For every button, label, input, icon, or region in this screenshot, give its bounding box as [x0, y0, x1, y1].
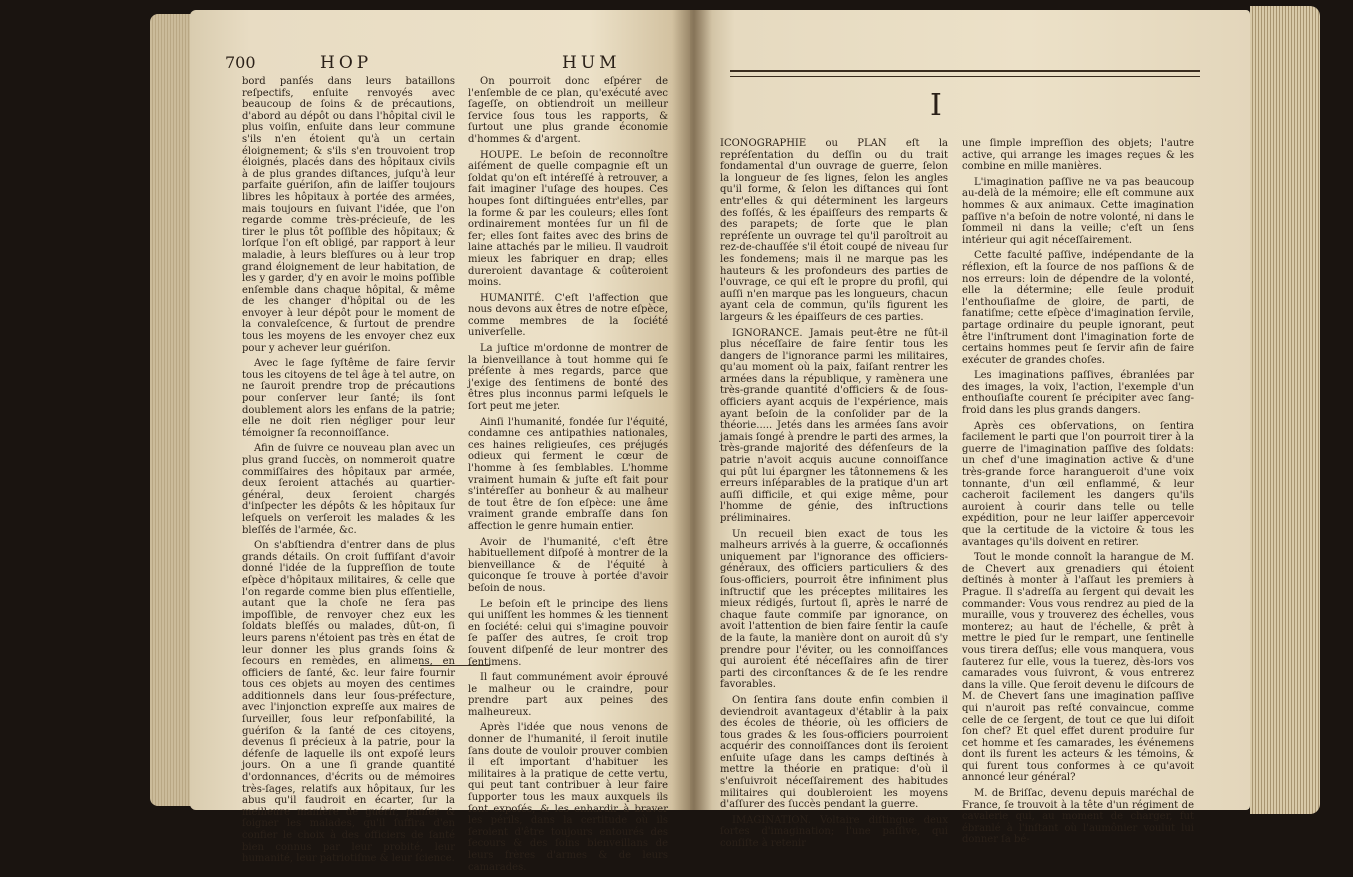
paragraph: Après ces obſervations, on ſentira facilement le parti que l'on pourroit tirer à la guerre de l'imagination paſſive des ſoldats: un chef d'une imagination active & d'une très-grande force harangueroit d'une voix tonnante, d'un œil enflammé, & leur cacheroit facilement les dangers qu'ils auroient à courir dans telle ou telle expédition, pour ne leur laiſſer appercevoir que la certitude de la victoire & tous les avantages qu'ils doivent en retirer.	[962, 420, 1194, 548]
paragraph: IMAGINATION. Voltaire diſtingue deux ſortes d'imagination; l'une paſſive, qui conſiſte à retenir	[720, 814, 948, 850]
page-number: 700	[225, 53, 256, 72]
paragraph: HOUPE. Le beſoin de reconnoître aiſément de quelle compagnie eſt un ſoldat qu'on eſt intéreſſé à retrouver, a fait imaginer l'uſage des houpes. Ces houpes ſont diſtinguées entr'elles, par la forme & par les couleurs; elles ſont ordinairement montées ſur un fil de fer; elles ſont faites avec des brins de laine attachés par le milieu. Il vaudroit mieux les fabriquer en drap; elles dureroient davantage & coûteroient moins.	[468, 149, 668, 289]
paragraph: Il faut communément avoir éprouvé le malheur ou le craindre, pour prendre part aux peines des malheureux.	[468, 672, 668, 718]
paragraph: ICONOGRAPHIE ou PLAN eſt la repréſentation du deſſin ou du trait fondamental d'un ouvrage de guerre, ſelon la longueur de ſes lignes, ſelon les angles qu'il forme, & ſelon les diſtances qui ſont entr'elles & qui déterminent les largeurs des foſſés, & les épaiſſeurs des remparts & des parapets; de ſorte que le plan repréſente un ouvrage tel qu'il paroîtroit au rez-de-chauſſée s'il étoit coupé de niveau ſur les fondemens; mais il ne marque pas les hauteurs & les profondeurs des parties de l'ouvrage, ce qui eſt le propre du profil, qui auſſi n'en marque pas les longueurs, chacun ayant cela de commun, qu'ils figurent les largeurs & les épaiſſeurs de ces parties.	[720, 138, 948, 323]
paragraph: L'imagination paſſive ne va pas beaucoup au-delà de la mémoire; elle eſt commune aux hommes & aux animaux. Cette imagination paſſive n'a beſoin de notre volonté, ni dans le ſommeil ni dans la veille; c'eſt un ſens intérieur qui agit néceſſairement.	[962, 176, 1194, 246]
running-head-right: HUM	[562, 53, 621, 73]
left-column-2	[468, 76, 668, 877]
paragraph: On ſentira ſans doute enfin combien il deviendroit avantageux d'établir à la paix des écoles de théorie, où les officiers de tous grades & les ſous-officiers pourroient acquérir des connoiſſances dont ils ſeroient enſuite uſage dans les camps deſtinés à mettre la théorie en pratique: d'où il s'enſuivroit néceſſairement des habitudes militaires qui doubleroient les moyens d'aſſurer des ſuccès pendant la guerre.	[720, 694, 948, 811]
paragraph: Cette faculté paſſive, indépendante de la réflexion, eſt la ſource de nos paſſions & de nos erreurs: loin de dépendre de la volonté, elle la détermine; elle ſeule produit l'enthouſiaſme de gloire, de parti, de fanatiſme; cette eſpèce d'imagination ſervile, partage ordinaire du peuple ignorant, peut être l'inſtrument dont l'imagination forte de certains hommes peut ſe ſervir afin de faire exécuter de grandes choſes.	[962, 250, 1194, 366]
spine-shadow	[672, 10, 712, 810]
paragraph: On s'abſtiendra d'entrer dans de plus grands détails. On croit ſuffiſant d'avoir donné l'idée de la ſuppreſſion de toute eſpèce d'hôpitaux militaires, & celle que l'on regarde comme bien plus eſſentielle, autant que la choſe ne ſera pas impoſſible, de renvoyer chez eux les ſoldats bleſſés ou malades, dût-on, ſi leurs parens n'étoient pas très en état de leur donner les plus grands ſoins & ſecours en remèdes, en alimens, en officiers de ſanté, &c. leur faire fournir tous ces objets au moyen des centimes additionnels dans leur ſous-préfecture, avec l'injonction expreſſe aux maires de ſurveiller, ſous leur reſponſabilité, la guériſon & la ſanté de ces citoyens, devenus ſi précieux à la patrie, pour la défenſe de laquelle ils ont expoſé leurs jours. On a une ſi grande quantité d'ordonnances, d'écrits ou de mémoires très-ſages, relatifs aux hôpitaux, ſur les abus qu'il faudroit en écarter, ſur la meilleure manière de guérir, panſer & ſoigner les malades, qu'il ſuffira d'en confier le choix à des officiers de ſanté bien connus par leur probité, leur humanité, leur patriotiſme & leur ſcience.	[242, 540, 455, 865]
header-rule	[730, 70, 1200, 77]
paragraph: La juſtice m'ordonne de montrer de la bienveillance à tout homme qui ſe préſente à mes regards, parce que j'exige des ſentimens de bonté des êtres plus inconnus parmi leſquels le ſort peut me jeter.	[468, 343, 668, 413]
paragraph: Tout le monde connoît la harangue de M. de Chevert aux grenadiers qui étoient deſtinés à monter à l'aſſaut les premiers à Prague. Il s'adreſſa au ſergent qui devait les commander: Vous vous rendrez au pied de la muraille, vous y trouverez des échelles, vous monterez; au haut de l'échelle, & prêt à mettre le pied ſur le rempart, une ſentinelle vous tirera deſſus; elle vous manquera, vous ſauterez ſur elle, vous la tuerez, dès-lors vos camarades vous ſuivront, & vous entrerez dans la ville. Que ſeroit devenu le diſcours de M. de Chevert ſans une imagination paſſive qui n'auroit pas reſté convaincue, comme celle de ce ſergent, de tout ce que lui diſoit ſon chef? Et quel effet durent produire ſur cet homme et ſes camarades, les événemens dont ils furent les acteurs & les témoins, & qui furent tous conformes à ce qu'avoit annoncé leur général?	[962, 552, 1194, 784]
paragraph: Avoir de l'humanité, c'eſt être habituellement diſpoſé à montrer de la bienveillance & de l'équité à quiconque ſe trouve à portée d'avoir beſoin de nous.	[468, 536, 668, 594]
paragraph: une ſimple impreſſion des objets; l'autre active, qui arrange les images reçues & les combine en mille manières.	[962, 138, 1194, 173]
left-page	[190, 10, 690, 873]
left-page-edges	[150, 14, 194, 806]
paragraph: Un recueil bien exact de tous les malheurs arrivés à la guerre, & occaſionnés uniquement par l'ignorance des officiers-généraux, des officiers particuliers & des ſous-officiers, pourroit être infiniment plus inſtructif que les préceptes militaires les mieux rédigés, ſurtout ſi, après le narré de chaque faute commiſe par ignorance, on avoit l'attention de bien faire ſentir la cauſe de la faute, la manière dont on auroit dû s'y prendre pour l'éviter, ou les connoiſſances qui auroient été néceſſaires afin de tirer parti des circonſtances & de ſe les rendre favorables.	[720, 528, 948, 691]
left-column-1	[242, 76, 455, 869]
paragraph: Avec le ſage ſyſtême de faire ſervir tous les citoyens de tel âge à tel autre, on ne ſauroit prendre trop de précautions pour conſerver leur ſanté; ils ſont doublement alors les enfans de la patrie; elle ne doit rien négliger pour leur témoigner ſa reconnoiſſance.	[242, 358, 455, 439]
paragraph: Afin de ſuivre ce nouveau plan avec un plus grand ſuccès, on nommeroit quatre commiſſaires des hôpitaux par armée, deux ſeroient attachés au quartier-général, deux ſeroient chargés d'inſpecter les dépôts & les hôpitaux ſur leſquels on verſeroit les malades & les bleſſés de l'armée, &c.	[242, 443, 455, 536]
paragraph: M. de Briſſac, devenu depuis maréchal de France, ſe trouvoit à la tête d'un régiment de cavalerie qui, au moment de charger, fut ébranlé à l'inſtant où l'aumônier voulut lui donner ſa bé-	[962, 788, 1194, 846]
right-column-2	[962, 138, 1194, 850]
section-letter: I	[930, 88, 942, 123]
right-page-edges	[1250, 6, 1320, 814]
paragraph: IGNORANCE. Jamais peut-être ne fût-il plus néceſſaire de faire ſentir tous les dangers de l'ignorance parmi les militaires, qu'au moment où la paix, faiſant rentrer les armées dans la république, y ramènera une très-grande quantité d'officiers & de ſous-officiers ayant acquis de l'expérience, mais ayant beſoin de la conſolider par de la théorie..... Jetés dans les armées ſans avoir jamais ſongé à prendre le parti des armes, la très-grande majorité des défenſeurs de la patrie n'avoit acquis aucune connoiſſance qui pût lui épargner les tâtonnemens & les erreurs inſéparables de la pratique d'un art auſſi difficile, et qui exige même, pour l'homme de génie, des inſtructions préliminaires.	[720, 327, 948, 524]
paragraph: Ainſi l'humanité, fondée ſur l'équité, condamne ces antipathies nationales, ces haines religieuſes, ces préjugés odieux qui ferment le cœur de l'homme à ſes ſemblables. L'homme vraiment humain & juſte eſt fait pour s'intéreſſer au bonheur & au malheur de tout être de ſon eſpèce: une âme vraiment grande embraſſe dans ſon affection le genre humain entier.	[468, 416, 668, 532]
paragraph: Le beſoin eſt le principe des liens qui uniſſent les hommes & les tiennent en ſociété: celui qui s'imagine pouvoir ſe paſſer des autres, ſe croit trop ſouvent diſpenſé de leur montrer des ſentimens.	[468, 598, 668, 668]
right-column-1	[720, 138, 948, 854]
end-rule	[420, 665, 490, 666]
paragraph: HUMANITÉ. C'eſt l'affection que nous devons aux êtres de notre eſpèce, comme membres de la ſociété univerſelle.	[468, 292, 668, 339]
paragraph: On pourroit donc eſpérer de l'enſemble de ce plan, qu'exécuté avec ſageſſe, on obtiendroit un meilleur ſervice ſous tous les rapports, & ſurtout une plus grande économie d'hommes & d'argent.	[468, 76, 668, 145]
running-head-left: HOP	[320, 53, 373, 73]
paragraph: Après l'idée que nous venons de donner de l'humanité, il ſeroit inutile ſans doute de vouloir prouver combien il eſt important d'habituer les militaires à la pratique de cette vertu, qui peut tant contribuer à leur faire ſupporter tous les maux auxquels ils ſont expoſés, & les enhardir à braver les périls, dans la certitude où ils ſeroient d'être toujours entourés des ſecours & des ſoins bienveillans de leurs frères d'armes & de leurs camarades.	[468, 722, 668, 873]
paragraph: Les imaginations paſſives, ébranlées par des images, la voix, l'action, l'exemple d'un enthouſiaſte courent ſe précipiter avec ſang-froid dans les plus grands dangers.	[962, 370, 1194, 417]
paragraph: bord panſés dans leurs bataillons reſpectifs, enſuite renvoyés avec beaucoup de ſoins & de précautions, d'abord au dépôt ou dans l'hôpital civil le plus voiſin, enſuite dans leur commune s'ils n'en étoient qu'à un certain éloignement; & s'ils s'en trouvoient trop éloignés, placés dans des hôpitaux civils à de plus grandes diſtances, juſqu'à leur parfaite guériſon, afin de laiſſer toujours libres les hôpitaux à portée des armées, mais toujours en ſuivant l'idée, que l'on regarde comme très-précieuſe, de les tirer le plus tôt poſſible des hôpitaux; & lorſque l'on eſt obligé, par rapport à leur maladie, à leurs bleſſures ou à leur trop grand éloignement de leur habitation, de les y garder, d'y en avoir le moins poſſible enſemble dans chaque hôpital, & même de les changer d'hôpital ou de les envoyer à leur dépôt pour le moment de la convaleſcence, & ſurtout de prendre tous les moyens de les envoyer chez eux pour y achever leur guériſon.	[242, 76, 455, 354]
right-page	[690, 10, 1250, 850]
